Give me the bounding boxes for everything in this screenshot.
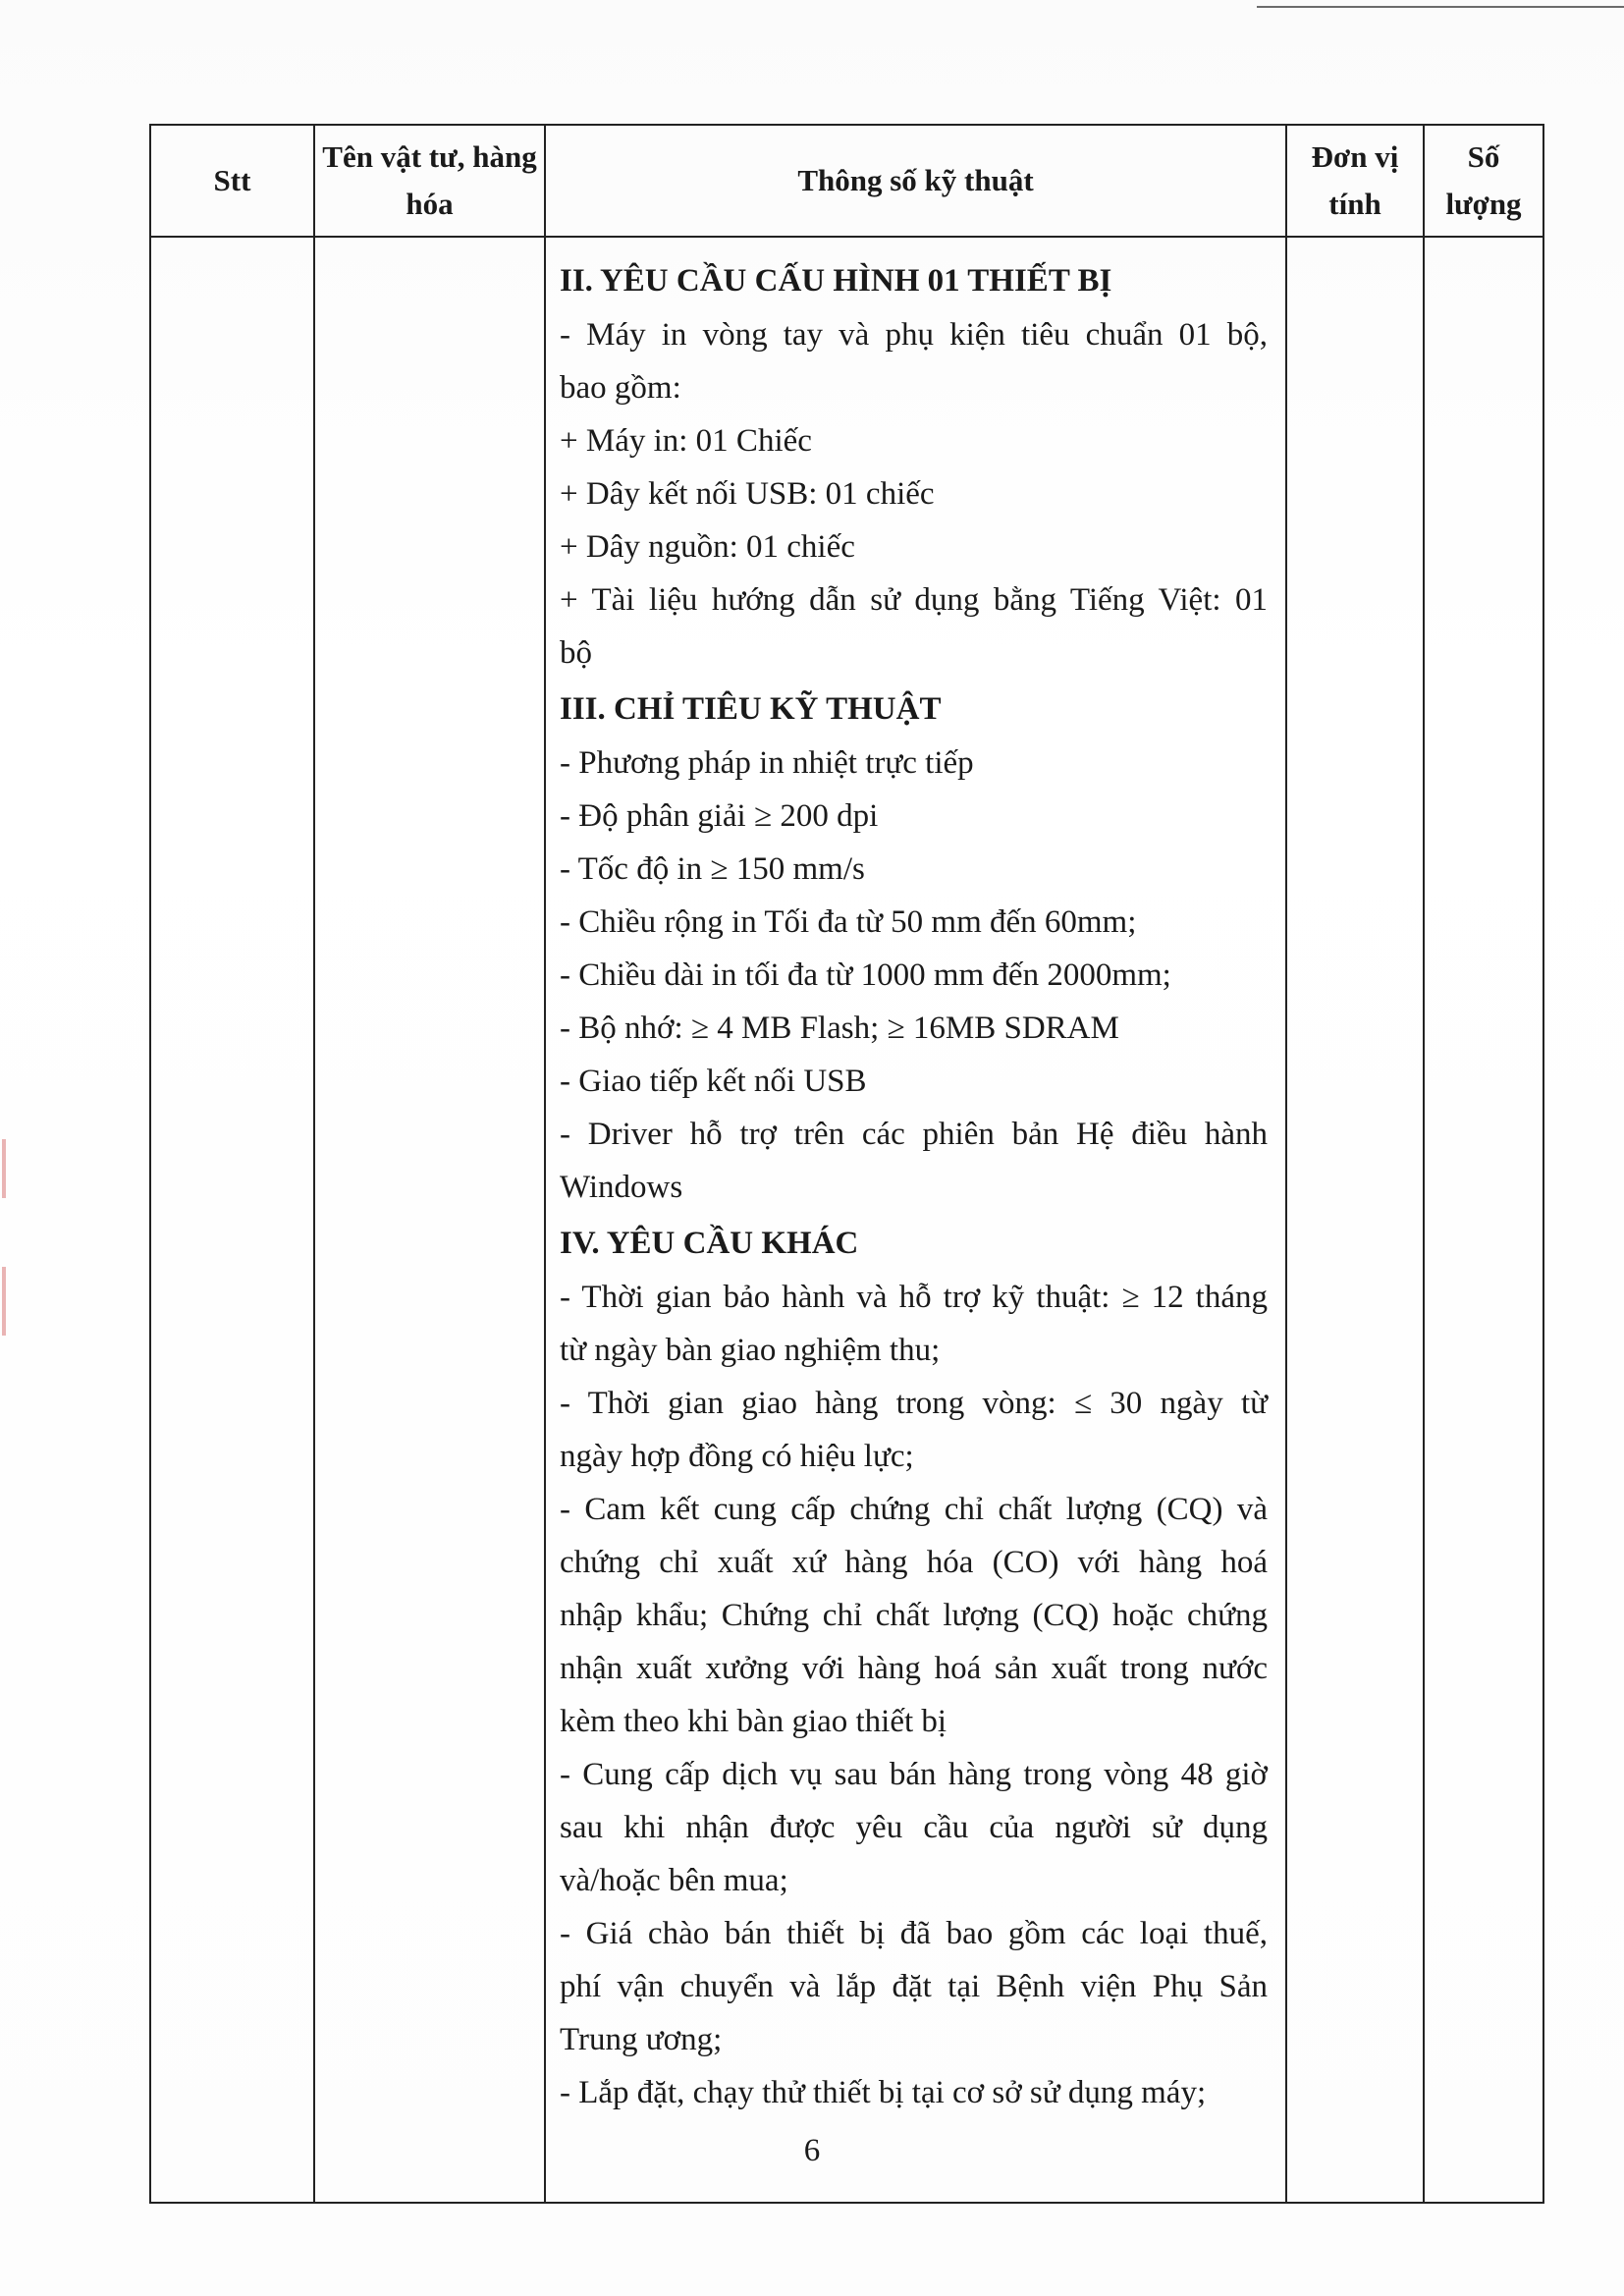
spec-line: chứng chỉ xuất xứ hàng hóa (CO) với hàng hoá [560,1545,1268,1580]
cell-quantity [1424,237,1543,2203]
specification-table [149,124,1544,2204]
spec-line: - Giá chào bán thiết bị đã bao gồm các loại thuế, [560,1916,1268,1951]
spec-line: - Tốc độ in ≥ 150 mm/s [560,851,865,887]
cell-item-name [314,237,545,2203]
table-header-row [150,125,1543,237]
page-number: 6 [803,2133,821,2168]
spec-line: nhận xuất xưởng với hàng hoá sản xuất trong nước [560,1651,1268,1686]
spec-line: + Dây kết nối USB: 01 chiếc [560,476,935,512]
spec-line: - Phương pháp in nhiệt trực tiếp [560,745,974,781]
header-item-name: Tên vật tư, hàng hóa [314,125,545,237]
spec-line: - Chiều rộng in Tối đa từ 50 mm đến 60mm; [560,904,1137,940]
header-stt: Stt [150,125,314,237]
header-specification: Thông số kỹ thuật [545,125,1286,237]
spec-line: - Độ phân giải ≥ 200 dpi [560,798,879,834]
spec-line: - Thời gian bảo hành và hỗ trợ kỹ thuật: ≥ 12 tháng [560,1280,1268,1315]
spec-line: Windows [560,1170,683,1205]
cell-stt [150,237,314,2203]
spec-line: nhập khẩu; Chứng chỉ chất lượng (CQ) hoặc chứng [560,1598,1268,1633]
spec-line: - Driver hỗ trợ trên các phiên bản Hệ điều hành [560,1117,1268,1152]
spec-line: Trung ương; [560,2022,723,2057]
spec-line: bao gồm: [560,370,681,406]
spec-line: + Máy in: 01 Chiếc [560,423,812,459]
margin-mark [2,1267,6,1336]
spec-line: - Giao tiếp kết nối USB [560,1064,867,1099]
spec-line: - Lắp đặt, chạy thử thiết bị tại cơ sở sử dụng máy; [560,2075,1207,2110]
spec-line: từ ngày bàn giao nghiệm thu; [560,1333,941,1368]
table-row [150,237,1543,2203]
cell-specification [545,237,1286,2203]
margin-mark [2,1139,6,1198]
spec-line: bộ [560,635,592,671]
spec-line: - Thời gian giao hàng trong vòng: ≤ 30 ngày từ [560,1386,1268,1421]
section-heading: II. YÊU CẦU CẤU HÌNH 01 THIẾT BỊ [560,263,1112,299]
spec-line: + Tài liệu hướng dẫn sử dụng bằng Tiếng Việt: 01 [560,582,1268,618]
spec-line: kèm theo khi bàn giao thiết bị [560,1704,947,1739]
header-quantity: Số lượng [1424,125,1543,237]
spec-line: - Bộ nhớ: ≥ 4 MB Flash; ≥ 16MB SDRAM [560,1011,1119,1046]
spec-line: + Dây nguồn: 01 chiếc [560,529,855,565]
spec-line: và/hoặc bên mua; [560,1863,788,1898]
section-heading: III. CHỈ TIÊU KỸ THUẬT [560,691,942,727]
spec-line: - Máy in vòng tay và phụ kiện tiêu chuẩn 01 bộ, [560,317,1268,353]
section-heading: IV. YÊU CẦU KHÁC [560,1226,859,1261]
spec-line: - Chiều dài in tối đa từ 1000 mm đến 2000mm; [560,957,1171,993]
header-unit: Đơn vị tính [1286,125,1424,237]
spec-line: - Cung cấp dịch vụ sau bán hàng trong vòng 48 giờ [560,1757,1268,1792]
spec-line: phí vận chuyển và lắp đặt tại Bệnh viện Phụ Sản [560,1969,1268,2004]
spec-line: sau khi nhận được yêu cầu của người sử dụng [560,1810,1268,1845]
cell-unit [1286,237,1424,2203]
spec-line: ngày hợp đồng có hiệu lực; [560,1439,914,1474]
spec-line: - Cam kết cung cấp chứng chỉ chất lượng (CQ) và [560,1492,1268,1527]
scan-edge-line [1257,6,1624,8]
